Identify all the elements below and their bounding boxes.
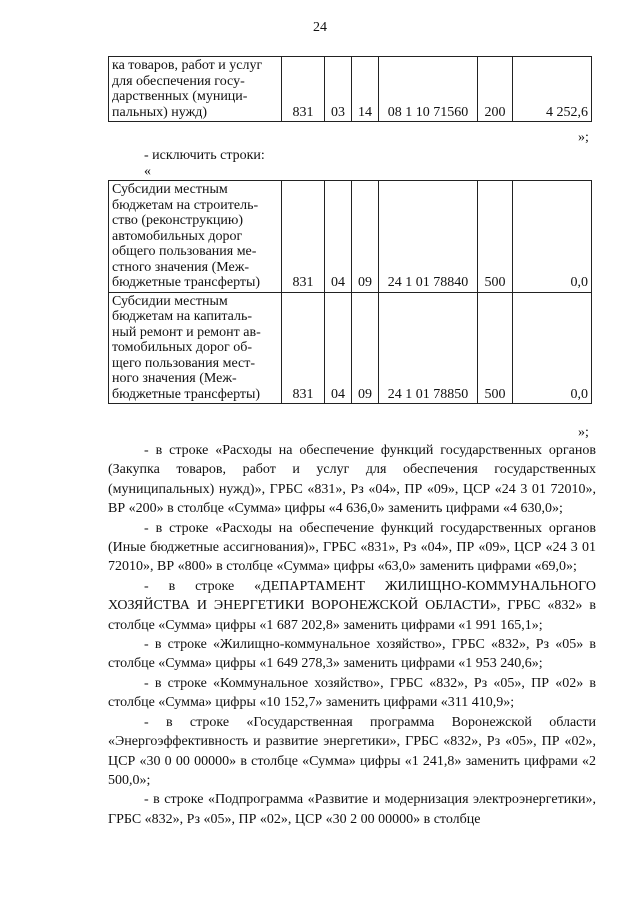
row-name-line: ного значения (Меж-: [112, 371, 237, 386]
opening-quote: «: [144, 164, 151, 179]
pr-cell: 09: [352, 181, 379, 293]
grbs-cell: 831: [282, 57, 325, 122]
row-name-line: автомобильных дорог: [112, 228, 243, 244]
amendment-paragraph: - в строке «Подпрограмма «Развитие и модернизация электроэнергетики», ГРБС «832», Рз «05», ПР «02», ЦСР «30 2 00 00000» в столбце: [108, 792, 596, 827]
amendment-paragraphs: [108, 441, 596, 829]
row-name-line: Субсидии местным: [112, 293, 228, 309]
sum-cell: 0,0: [513, 292, 592, 404]
row-name-line: томобильных дорог об-: [112, 340, 253, 355]
amendment-paragraph: - в строке «Расходы на обеспечение функций государственных органов (Закупка товаров, работ и услуг для обеспечения государственных (муниципальных) нужд)», ГРБС «831», Рз «04», ПР «09», ЦСР «24 3 01 72010», ВР «200» в столбце «Сумма» цифры «4 636,0» заменить цифрами «4 630,0»;: [108, 443, 596, 517]
row-name-line: Субсидии местным: [112, 182, 228, 197]
row-name-line: общего пользования ме-: [112, 244, 257, 259]
csr-cell: 24 1 01 78850: [379, 292, 478, 404]
row-name-line: дарственных (муници-: [112, 89, 248, 104]
row-name-line: бюджетам на строитель-: [112, 197, 259, 213]
budget-table-top: [108, 56, 592, 122]
table-row: [109, 181, 592, 293]
sum-cell: 4 252,6: [513, 57, 592, 122]
row-name-cell: [109, 181, 282, 293]
row-name-line: стного значения (Меж-: [112, 259, 250, 275]
table-row: [109, 292, 592, 404]
row-name-line: для обеспечения госу-: [112, 73, 245, 89]
grbs-cell: 831: [282, 292, 325, 404]
pr-cell: 09: [352, 292, 379, 404]
row-name-line: ство (реконструкцию): [112, 213, 244, 228]
vr-cell: 500: [478, 292, 513, 404]
row-name-line: ка товаров, работ и услуг: [112, 58, 263, 73]
row-name-line: ный ремонт и ремонт ав-: [112, 324, 261, 340]
closing-quote: »;: [578, 425, 589, 440]
closing-quote: »;: [578, 130, 589, 145]
row-name-line: бюджетные трансферты): [112, 386, 261, 402]
amendment-paragraph: - в строке «Коммунальное хозяйство», ГРБС «832», Рз «05», ПР «02» в столбце «Сумма» цифры «10 152,7» заменить цифрами «311 410,9»;: [108, 675, 596, 711]
sum-cell: 0,0: [513, 181, 592, 293]
vr-cell: 500: [478, 181, 513, 293]
row-name-line: бюджетам на капиталь-: [112, 309, 253, 324]
amendment-paragraph: - в строке «Жилищно-коммунальное хозяйство», ГРБС «832», Рз «05» в столбце «Сумма» цифры «1 649 278,3» заменить цифрами «1 953 240,6»;: [108, 637, 596, 672]
row-name-line: бюджетные трансферты): [112, 275, 261, 290]
pr-cell: 14: [352, 57, 379, 122]
row-name-line: щего пользования мест-: [112, 355, 255, 371]
grbs-cell: 831: [282, 181, 325, 293]
table-row: [109, 57, 592, 122]
row-name-cell: [109, 292, 282, 404]
row-name-cell: [109, 57, 282, 122]
csr-cell: 08 1 10 71560: [379, 57, 478, 122]
rz-cell: 04: [325, 181, 352, 293]
csr-cell: 24 1 01 78840: [379, 181, 478, 293]
budget-table-excluded: [108, 180, 592, 404]
vr-cell: 200: [478, 57, 513, 122]
amendment-paragraph: - в строке «Государственная программа Воронежской области «Энергоэффективность и развитие энергетики», ГРБС «832», Рз «05», ПР «02», ЦСР «30 0 00 00000» в столбце «Сумма» цифры «1 241,8» заменить цифрами «2 500,0»;: [108, 714, 596, 788]
row-name-line: пальных) нужд): [112, 104, 208, 120]
rz-cell: 04: [325, 292, 352, 404]
exclude-label: - исключить строки:: [144, 148, 265, 163]
page-number: 24: [313, 20, 327, 35]
rz-cell: 03: [325, 57, 352, 122]
amendment-paragraph: - в строке «ДЕПАРТАМЕНТ ЖИЛИЩНО-КОММУНАЛЬНОГО ХОЗЯЙСТВА И ЭНЕРГЕТИКИ ВОРОНЕЖСКОЙ ОБЛАСТИ», ГРБС «832» в столбце «Сумма» цифры «1 687 202,8» заменить цифрами «1 991 165,1»;: [108, 578, 596, 633]
amendment-paragraph: - в строке «Расходы на обеспечение функций государственных органов (Иные бюджетные ассигнования)», ГРБС «831», Рз «04», ПР «09», ЦСР «24 3 01 72010», ВР «800» в столбце «Сумма» цифры «63,0» заменить цифрами «69,0»;: [108, 520, 596, 575]
